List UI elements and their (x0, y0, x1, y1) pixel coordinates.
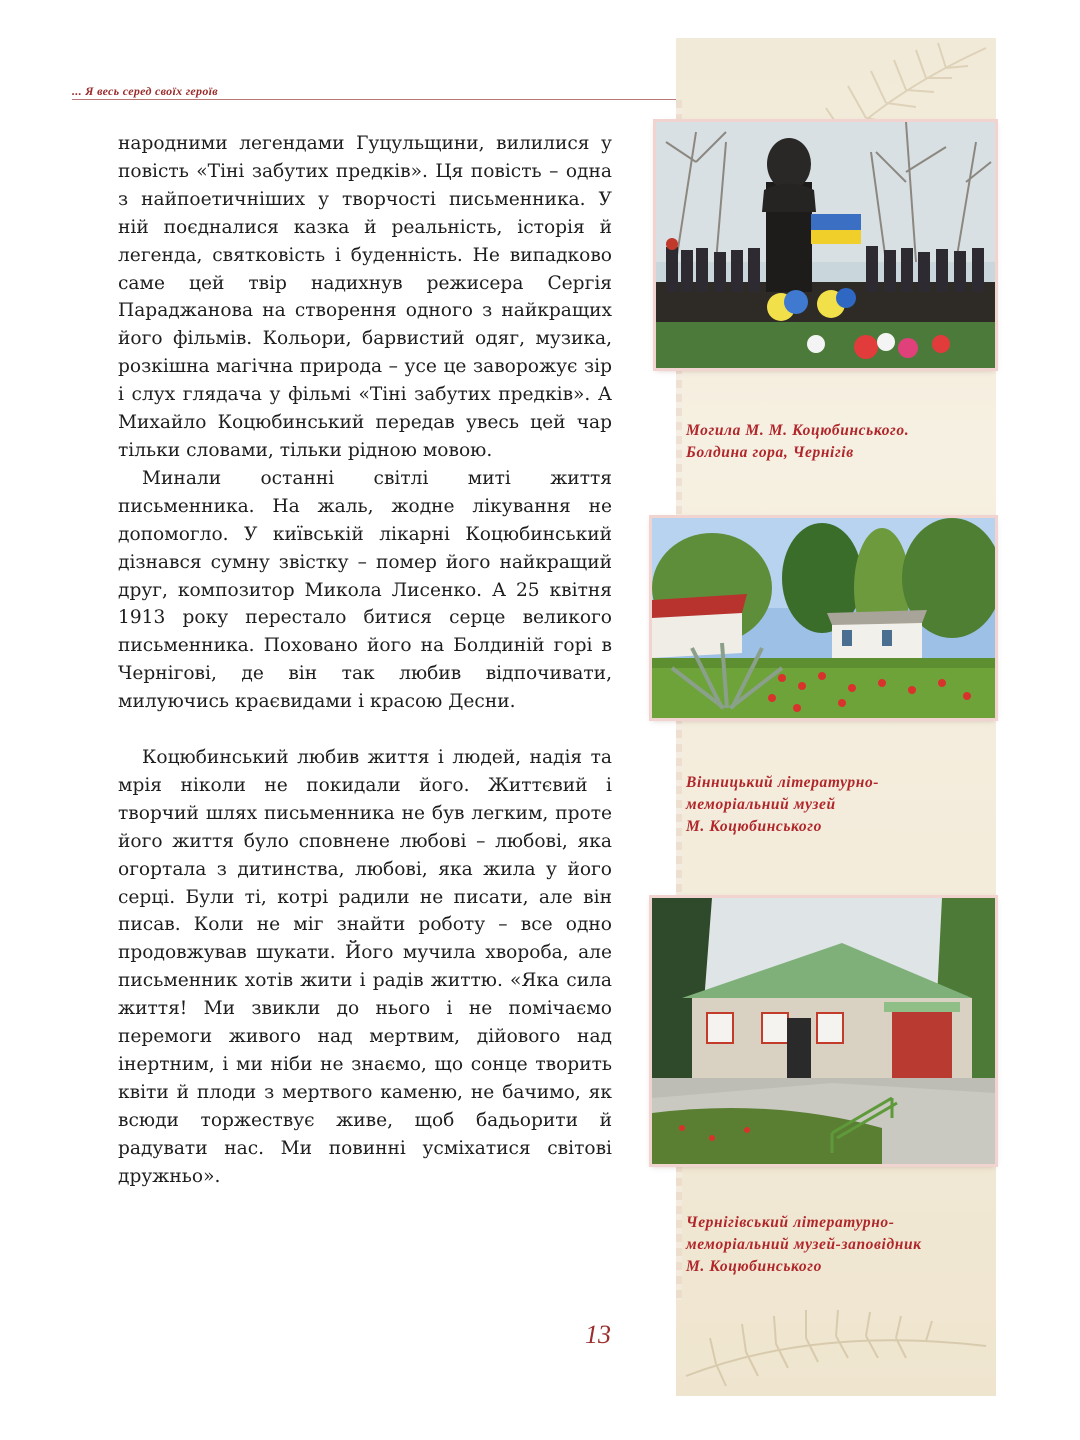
caption-chernihiv-line-1: Чернігівський літературно- (686, 1214, 895, 1231)
photo-grave-monument (656, 122, 995, 368)
caption-vinnytsia-line-1: Вінницький літературно- (686, 774, 880, 791)
caption-vinnytsia (686, 772, 986, 838)
caption-grave (686, 420, 986, 464)
header-rule (72, 99, 682, 100)
caption-grave-line-2: Болдина гора, Чернігів (686, 444, 854, 461)
caption-grave-line-1: Могила М. М. Коцюбинського. (686, 422, 910, 439)
running-header: ... Я весь серед своїх героїв (72, 84, 218, 98)
fern-decoration-bottom-icon (676, 1286, 996, 1396)
caption-vinnytsia-line-2: меморіальний музей (686, 796, 836, 813)
paragraph-1: народними легендами Гуцульщини, вилилися у повість «Тіні забутих предків». Ця повість – одна з найпоетичніших у творчості письменника. У ній поєдналися казка й реальність, історія й легенда, святковість і буденність. Не випадково саме цей твір надихнув режисера Сергія Параджанова на створення одного з найкращих його фільмів. Кольори, барвистий одяг, музика, розкішна магічна природа – усе це заворожує зір і слух глядача у фільмі «Тіні забутих предків». А Михайло Коцюбинський передав увесь цей чар тільки словами, тільки рідною мовою. (118, 133, 612, 461)
photo-chernihiv-museum (652, 898, 995, 1164)
caption-vinnytsia-line-3: М. Коцюбинського (686, 818, 822, 835)
page-number: 13 (585, 1320, 611, 1349)
caption-chernihiv-line-3: М. Коцюбинського (686, 1258, 822, 1275)
caption-chernihiv (686, 1212, 986, 1278)
main-text-column (118, 130, 612, 1191)
paragraph-3: Коцюбинський любив життя і людей, надія та мрія ніколи не покидали його. Життєвий і творчий шлях письменника не був легким, проте його життя було сповнене любові – любові, яка огортала з дитинства, любові, яка жила у його серці. Були ті, котрі радили не писати, але він писав. Коли не міг знайти роботу – все одно продовжував шукати. Його мучила хвороба, але письменник хотів жити і радів життю. «Яка сила життя! Ми звикли до нього і не помічаємо перемоги живого над мертвим, дійового над інертним, і ми ніби не знаємо, що сонце творить квіти й плоди з мертвого каменю, не бачимо, як всюди торжествує живе, щоб бадьорити й радувати нас. Ми повинні усміхатися світові дружньо». (118, 747, 612, 1187)
caption-chernihiv-line-2: меморіальний музей-заповідник (686, 1236, 922, 1253)
paragraph-2: Минали останні світлі миті життя письменника. На жаль, жодне лікування не допомогло. У київській лікарні Коцюбинський дізнався сумну звістку – помер його найкращий друг, композитор Микола Лисенко. А 25 квітня 1913 року перестало битися серце великого письменника. Поховано його на Болдиній горі в Чернігові, де він так любив відпочивати, милуючись краєвидами і красою Десни. (118, 467, 612, 713)
photo-vinnytsia-museum (652, 518, 995, 718)
